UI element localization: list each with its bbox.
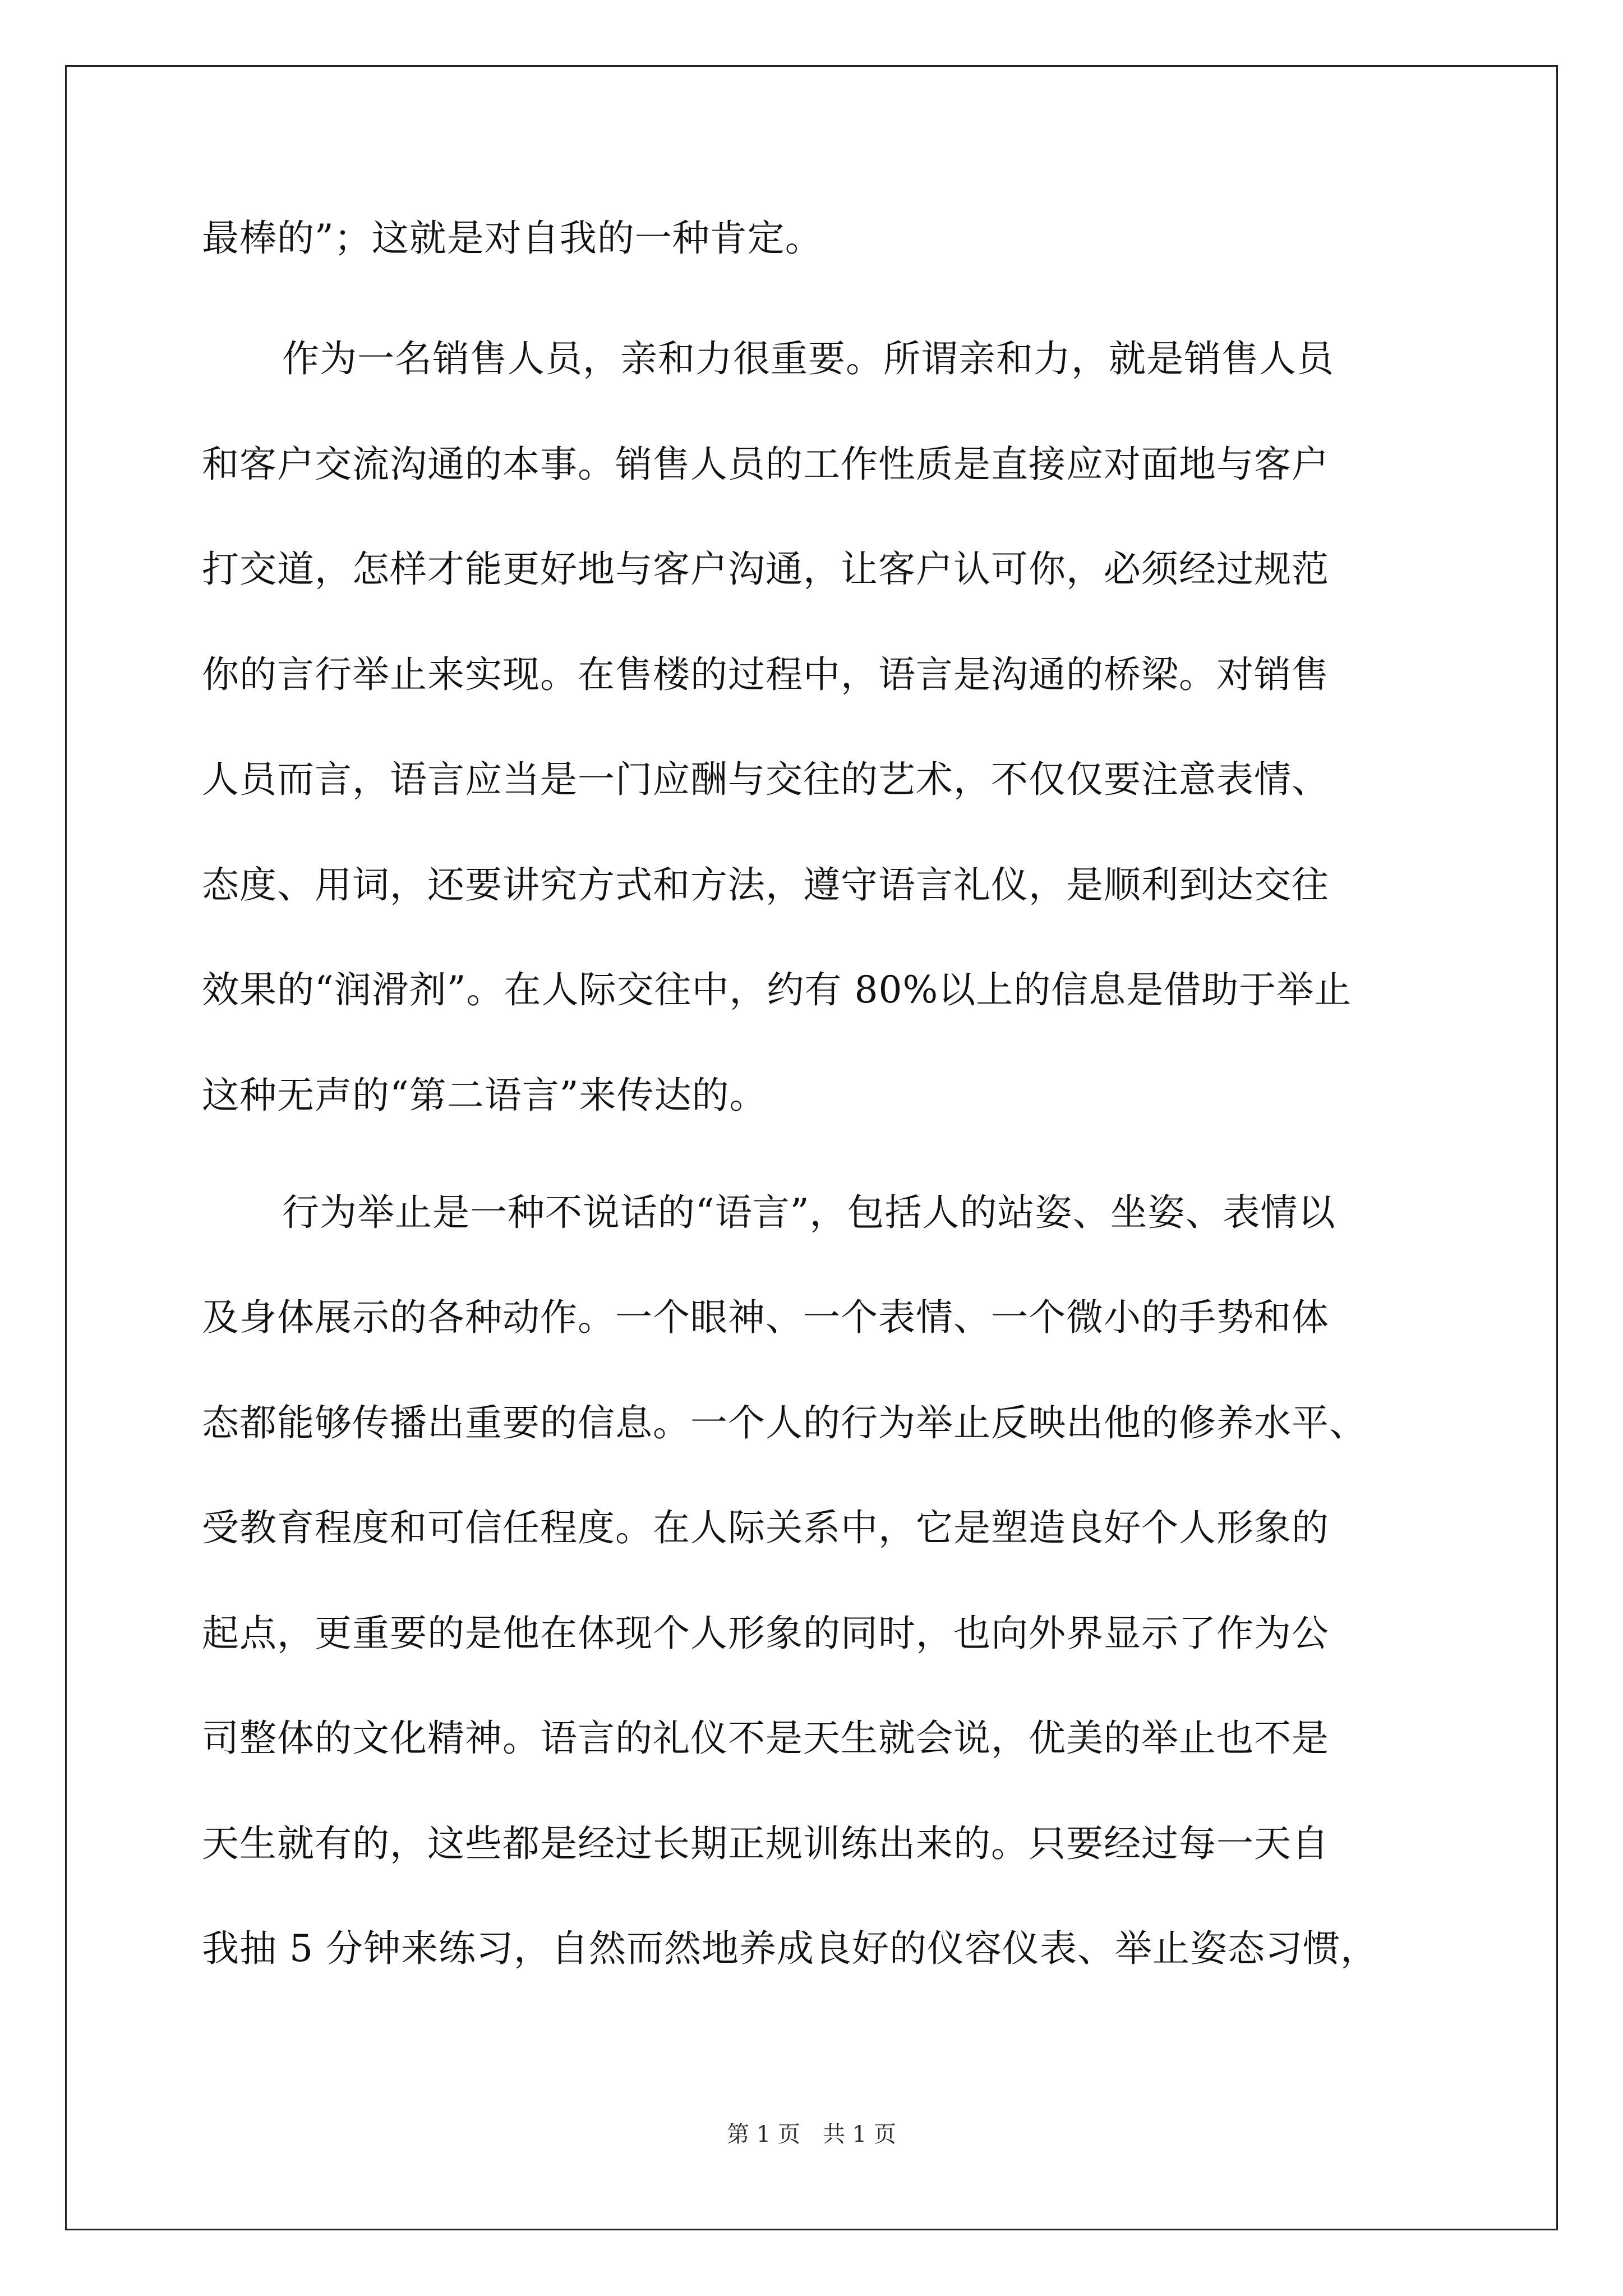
text-line: 最棒的”；这就是对自我的一种肯定。 bbox=[202, 217, 823, 260]
text-line: 天生就有的，这些都是经过长期正规训练出来的。只要经过每一天自 bbox=[202, 1822, 1329, 1865]
paragraph-start-line: 行为举止是一种不说话的“语言”，包括人的站姿、坐姿、表情以 bbox=[282, 1191, 1336, 1234]
text-line: 及身体展示的各种动作。一个眼神、一个表情、一个微小的手势和体 bbox=[202, 1296, 1329, 1339]
text-line: 我抽 5 分钟来练习，自然而然地养成良好的仪容仪表、举止姿态习惯， bbox=[202, 1927, 1378, 1970]
text-line: 你的言行举止来实现。在售楼的过程中，语言是沟通的桥梁。对销售 bbox=[202, 653, 1329, 696]
text-line: 态度、用词，还要讲究方式和方法，遵守语言礼仪，是顺利到达交往 bbox=[202, 863, 1329, 907]
text-line: 这种无声的“第二语言”来传达的。 bbox=[202, 1074, 767, 1117]
page-footer: 第 1 页 共 1 页 bbox=[727, 2122, 896, 2147]
text-line: 司整体的文化精神。语言的礼仪不是天生就会说，优美的举止也不是 bbox=[202, 1717, 1329, 1760]
page-border bbox=[65, 65, 1558, 2230]
text-line: 起点，更重要的是他在体现个人形象的同时，也向外界显示了作为公 bbox=[202, 1612, 1329, 1655]
text-line: 受教育程度和可信任程度。在人际关系中，它是塑造良好个人形象的 bbox=[202, 1506, 1329, 1549]
text-line: 打交道，怎样才能更好地与客户沟通，让客户认可你，必须经过规范 bbox=[202, 547, 1329, 591]
text-line: 和客户交流沟通的本事。销售人员的工作性质是直接应对面地与客户 bbox=[202, 443, 1329, 486]
text-line: 效果的“润滑剂”。在人际交往中，约有 80%以上的信息是借助于举止 bbox=[202, 968, 1352, 1011]
text-line: 人员而言，语言应当是一门应酬与交往的艺术，不仅仅要注意表情、 bbox=[202, 758, 1329, 801]
paragraph-start-line: 作为一名销售人员，亲和力很重要。所谓亲和力，就是销售人员 bbox=[282, 337, 1334, 380]
text-line: 态都能够传播出重要的信息。一个人的行为举止反映出他的修养水平、 bbox=[202, 1401, 1367, 1444]
